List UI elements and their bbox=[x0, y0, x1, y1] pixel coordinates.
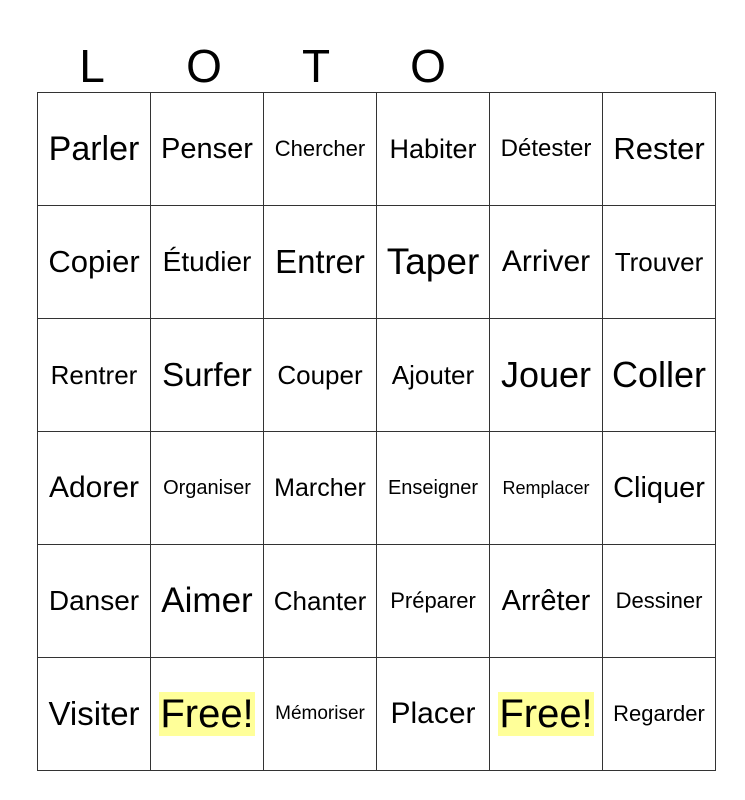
board-cell bbox=[377, 93, 490, 206]
board-cell bbox=[264, 206, 377, 319]
cell-word: Aimer bbox=[161, 581, 253, 620]
board-cell bbox=[151, 206, 264, 319]
board-cell bbox=[264, 93, 377, 206]
board-cell bbox=[377, 432, 490, 545]
board-row bbox=[38, 93, 716, 206]
cell-word: Étudier bbox=[162, 246, 252, 277]
board-cell bbox=[264, 658, 377, 771]
cell-word: Coller bbox=[611, 354, 707, 395]
cell-word: Enseigner bbox=[387, 476, 479, 499]
cell-word: Arriver bbox=[501, 245, 591, 278]
title-letter-2: O bbox=[186, 40, 222, 92]
cell-word: Cliquer bbox=[613, 471, 705, 504]
free-space-label: Free! bbox=[160, 691, 254, 736]
cell-word: Placer bbox=[390, 697, 476, 730]
cell-word: Dessiner bbox=[615, 588, 703, 613]
board-cell bbox=[603, 545, 716, 658]
title-letter-1: L bbox=[79, 40, 105, 92]
board-cell bbox=[151, 545, 264, 658]
cell-word: Habiter bbox=[389, 133, 477, 164]
cell-word: Rester bbox=[613, 131, 705, 166]
cell-word: Organiser bbox=[163, 476, 251, 499]
board-cell bbox=[603, 319, 716, 432]
cell-word: Chanter bbox=[273, 585, 367, 616]
board-row bbox=[38, 432, 716, 545]
board-cell bbox=[490, 319, 603, 432]
cell-word: Copier bbox=[48, 244, 140, 279]
cell-word: Danser bbox=[48, 585, 140, 616]
board-cell bbox=[490, 206, 603, 319]
board-row bbox=[38, 206, 716, 319]
board-cell bbox=[377, 206, 490, 319]
cell-word: Préparer bbox=[390, 588, 476, 613]
cell-word: Penser bbox=[161, 132, 253, 165]
cell-word: Parler bbox=[48, 129, 140, 168]
board-cell bbox=[151, 658, 264, 771]
free-space-label: Free! bbox=[499, 691, 593, 736]
board-cell bbox=[151, 432, 264, 545]
board-cell bbox=[377, 658, 490, 771]
board-cell bbox=[603, 658, 716, 771]
board-cell bbox=[38, 658, 151, 771]
cell-word: Remplacer bbox=[502, 477, 590, 498]
board-cell bbox=[603, 432, 716, 545]
cell-word: Entrer bbox=[275, 243, 365, 280]
board-cell bbox=[603, 206, 716, 319]
cell-word: Couper bbox=[277, 359, 363, 390]
cell-word: Visiter bbox=[48, 695, 140, 732]
board-cell bbox=[490, 93, 603, 206]
board-cell bbox=[264, 319, 377, 432]
board-cell bbox=[490, 545, 603, 658]
board-row bbox=[38, 545, 716, 658]
board-cell bbox=[38, 432, 151, 545]
board-cell bbox=[264, 545, 377, 658]
board-row bbox=[38, 658, 716, 771]
cell-word: Rentrer bbox=[50, 359, 138, 390]
board-cell bbox=[151, 93, 264, 206]
bingo-grid bbox=[37, 92, 716, 771]
cell-word: Détester bbox=[500, 135, 592, 162]
board-cell bbox=[490, 432, 603, 545]
title-letter-3: T bbox=[301, 40, 331, 92]
board-cell bbox=[38, 93, 151, 206]
cell-word: Adorer bbox=[48, 471, 140, 504]
board-cell bbox=[377, 319, 490, 432]
board-cell bbox=[38, 206, 151, 319]
title-letter-4: O bbox=[410, 40, 446, 92]
board-cell bbox=[603, 93, 716, 206]
cell-word: Regarder bbox=[613, 701, 705, 726]
board-row bbox=[38, 319, 716, 432]
board-cell bbox=[377, 545, 490, 658]
board-cell bbox=[38, 545, 151, 658]
cell-word: Marcher bbox=[274, 473, 366, 502]
board-cell bbox=[490, 658, 603, 771]
cell-word: Taper bbox=[386, 241, 480, 282]
cell-word: Ajouter bbox=[391, 359, 475, 390]
cell-word: Mémoriser bbox=[275, 703, 365, 724]
cell-word: Jouer bbox=[500, 354, 592, 395]
cell-word: Chercher bbox=[274, 136, 366, 161]
cell-word: Trouver bbox=[614, 246, 704, 277]
cell-word: Arrêter bbox=[501, 584, 591, 617]
board-cell bbox=[38, 319, 151, 432]
cell-word: Surfer bbox=[162, 356, 252, 393]
board-cell bbox=[151, 319, 264, 432]
board-cell bbox=[264, 432, 377, 545]
